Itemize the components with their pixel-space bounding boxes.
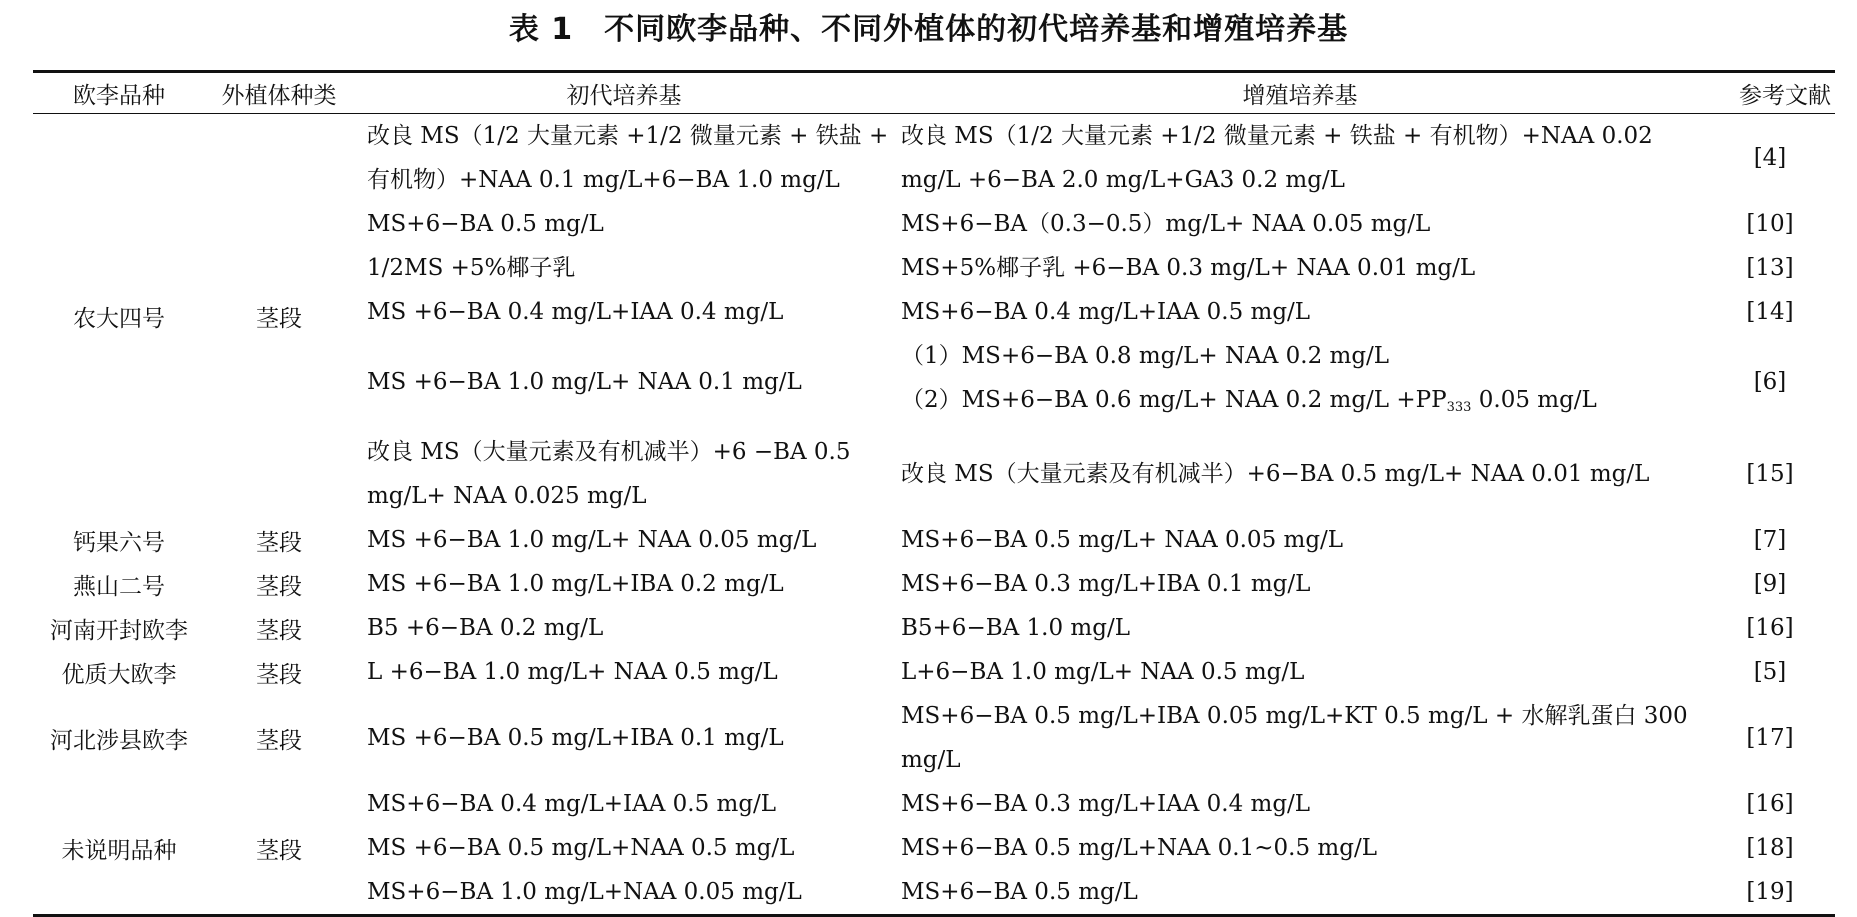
proliferation-medium-cell: 改良 MS（大量元素及有机减半）+6−BA 0.5 mg/L+ NAA 0.01 mg/L	[901, 461, 1650, 487]
reference-cell: [16]	[1746, 615, 1794, 641]
initial-medium-cell: 1/2MS +5%椰子乳	[367, 255, 576, 281]
explant-cell: 茎段	[256, 529, 302, 556]
variety-cell: 河北涉县欧李	[50, 727, 188, 754]
initial-medium-cell: 改良 MS（大量元素及有机减半）+6 −BA 0.5 mg/L+ NAA 0.025 mg/L	[367, 439, 851, 509]
reference-cell: [7]	[1753, 527, 1787, 553]
initial-medium-cell: MS +6−BA 0.4 mg/L+IAA 0.4 mg/L	[367, 299, 784, 325]
header-explant: 外植体种类	[221, 82, 337, 109]
explant-cell: 茎段	[256, 305, 302, 332]
explant-cell: 茎段	[256, 617, 302, 644]
initial-medium-cell: MS +6−BA 1.0 mg/L+IBA 0.2 mg/L	[367, 571, 784, 597]
header-proliferation-medium: 增殖培养基	[1242, 82, 1358, 109]
proliferation-medium-cell	[895, 334, 1705, 430]
reference-cell: [10]	[1746, 211, 1794, 237]
table-row	[33, 782, 1835, 826]
table-header-row	[33, 72, 1835, 114]
proliferation-medium-cell: MS+6−BA 0.5 mg/L+ NAA 0.05 mg/L	[901, 527, 1344, 553]
variety-cell: 钙果六号	[73, 529, 165, 556]
initial-medium-cell: MS+6−BA 0.5 mg/L	[367, 211, 604, 237]
table-row	[33, 694, 1835, 782]
proliferation-option-2: （2）MS+6−BA 0.6 mg/L+ NAA 0.2 $mg/L +PP_{333}$ 0.05 mg/L	[901, 387, 1597, 415]
header-variety: 欧李品种	[73, 82, 165, 109]
explant-cell: 茎段	[256, 661, 302, 688]
reference-cell: [5]	[1753, 659, 1787, 685]
proliferation-medium-cell: MS+6−BA 0.5 mg/L+IBA 0.05 mg/L+KT 0.5 mg/L + 水解乳蛋白 300 mg/L	[901, 703, 1688, 773]
variety-cell: 农大四号	[73, 305, 165, 332]
initial-medium-cell: MS +6−BA 0.5 mg/L+IBA 0.1 mg/L	[367, 725, 784, 751]
proliferation-medium-cell: MS+5%椰子乳 +6−BA 0.3 mg/L+ NAA 0.01 mg/L	[901, 255, 1476, 281]
explant-cell: 茎段	[256, 573, 302, 600]
reference-cell: [13]	[1746, 255, 1794, 281]
header-initial-medium: 初代培养基	[566, 82, 682, 109]
reference-cell: [14]	[1746, 299, 1794, 325]
table-row	[33, 650, 1835, 694]
reference-cell: [9]	[1753, 571, 1787, 597]
culture-medium-table	[33, 70, 1835, 917]
proliferation-medium-cell: MS+6−BA 0.3 mg/L+IBA 0.1 mg/L	[901, 571, 1311, 597]
initial-medium-cell: MS +6−BA 0.5 mg/L+NAA 0.5 mg/L	[367, 835, 795, 861]
table-row	[33, 606, 1835, 650]
proliferation-medium-cell: MS+6−BA 0.4 mg/L+IAA 0.5 mg/L	[901, 299, 1311, 325]
table-row	[33, 518, 1835, 562]
reference-cell: [4]	[1753, 145, 1787, 171]
initial-medium-cell: MS +6−BA 1.0 mg/L+ NAA 0.05 mg/L	[367, 527, 817, 553]
proliferation-medium-cell: B5+6−BA 1.0 mg/L	[901, 615, 1130, 641]
proliferation-medium-cell: MS+6−BA（0.3−0.5）mg/L+ NAA 0.05 mg/L	[901, 211, 1431, 237]
reference-cell: [18]	[1746, 835, 1794, 861]
initial-medium-cell: L +6−BA 1.0 mg/L+ NAA 0.5 mg/L	[367, 659, 778, 685]
variety-cell: 河南开封欧李	[50, 617, 188, 644]
header-reference: 参考文献	[1739, 82, 1831, 109]
initial-medium-cell: 改良 MS（1/2 大量元素 +1/2 微量元素 + 铁盐 + 有机物）+NAA 0.1 mg/L+6−BA 1.0 mg/L	[367, 123, 889, 193]
proliferation-medium-cell: MS+6−BA 0.3 mg/L+IAA 0.4 mg/L	[901, 791, 1311, 817]
proliferation-medium-cell: L+6−BA 1.0 mg/L+ NAA 0.5 mg/L	[901, 659, 1305, 685]
reference-cell: [16]	[1746, 791, 1794, 817]
table-title: 表 1 不同欧李品种、不同外植体的初代培养基和增殖培养基	[508, 12, 1349, 47]
variety-cell: 燕山二号	[73, 573, 165, 600]
table-row	[33, 562, 1835, 606]
reference-cell: [17]	[1746, 725, 1794, 751]
proliferation-medium-cell: 改良 MS（1/2 大量元素 +1/2 微量元素 + 铁盐 + 有机物）+NAA 0.02 mg/L +6−BA 2.0 mg/L+GA3 0.2 mg/L	[901, 123, 1653, 193]
reference-cell: [19]	[1746, 879, 1794, 905]
variety-cell: 优质大欧李	[61, 661, 177, 688]
initial-medium-cell: MS+6−BA 0.4 mg/L+IAA 0.5 mg/L	[367, 791, 777, 817]
variety-cell: 未说明品种	[61, 837, 177, 864]
initial-medium-cell: B5 +6−BA 0.2 mg/L	[367, 615, 604, 641]
proliferation-option-1: （1）MS+6−BA 0.8 mg/L+ NAA 0.2 mg/L	[901, 343, 1390, 369]
initial-medium-cell: MS+6−BA 1.0 mg/L+NAA 0.05 mg/L	[367, 879, 802, 905]
initial-medium-cell: MS +6−BA 1.0 mg/L+ NAA 0.1 mg/L	[367, 369, 802, 395]
table-row	[33, 114, 1835, 203]
reference-cell: [6]	[1753, 369, 1787, 395]
reference-cell: [15]	[1746, 461, 1794, 487]
explant-cell: 茎段	[256, 727, 302, 754]
explant-cell: 茎段	[256, 837, 302, 864]
proliferation-medium-cell: MS+6−BA 0.5 mg/L	[901, 879, 1138, 905]
proliferation-medium-cell: MS+6−BA 0.5 mg/L+NAA 0.1~0.5 mg/L	[901, 835, 1377, 861]
